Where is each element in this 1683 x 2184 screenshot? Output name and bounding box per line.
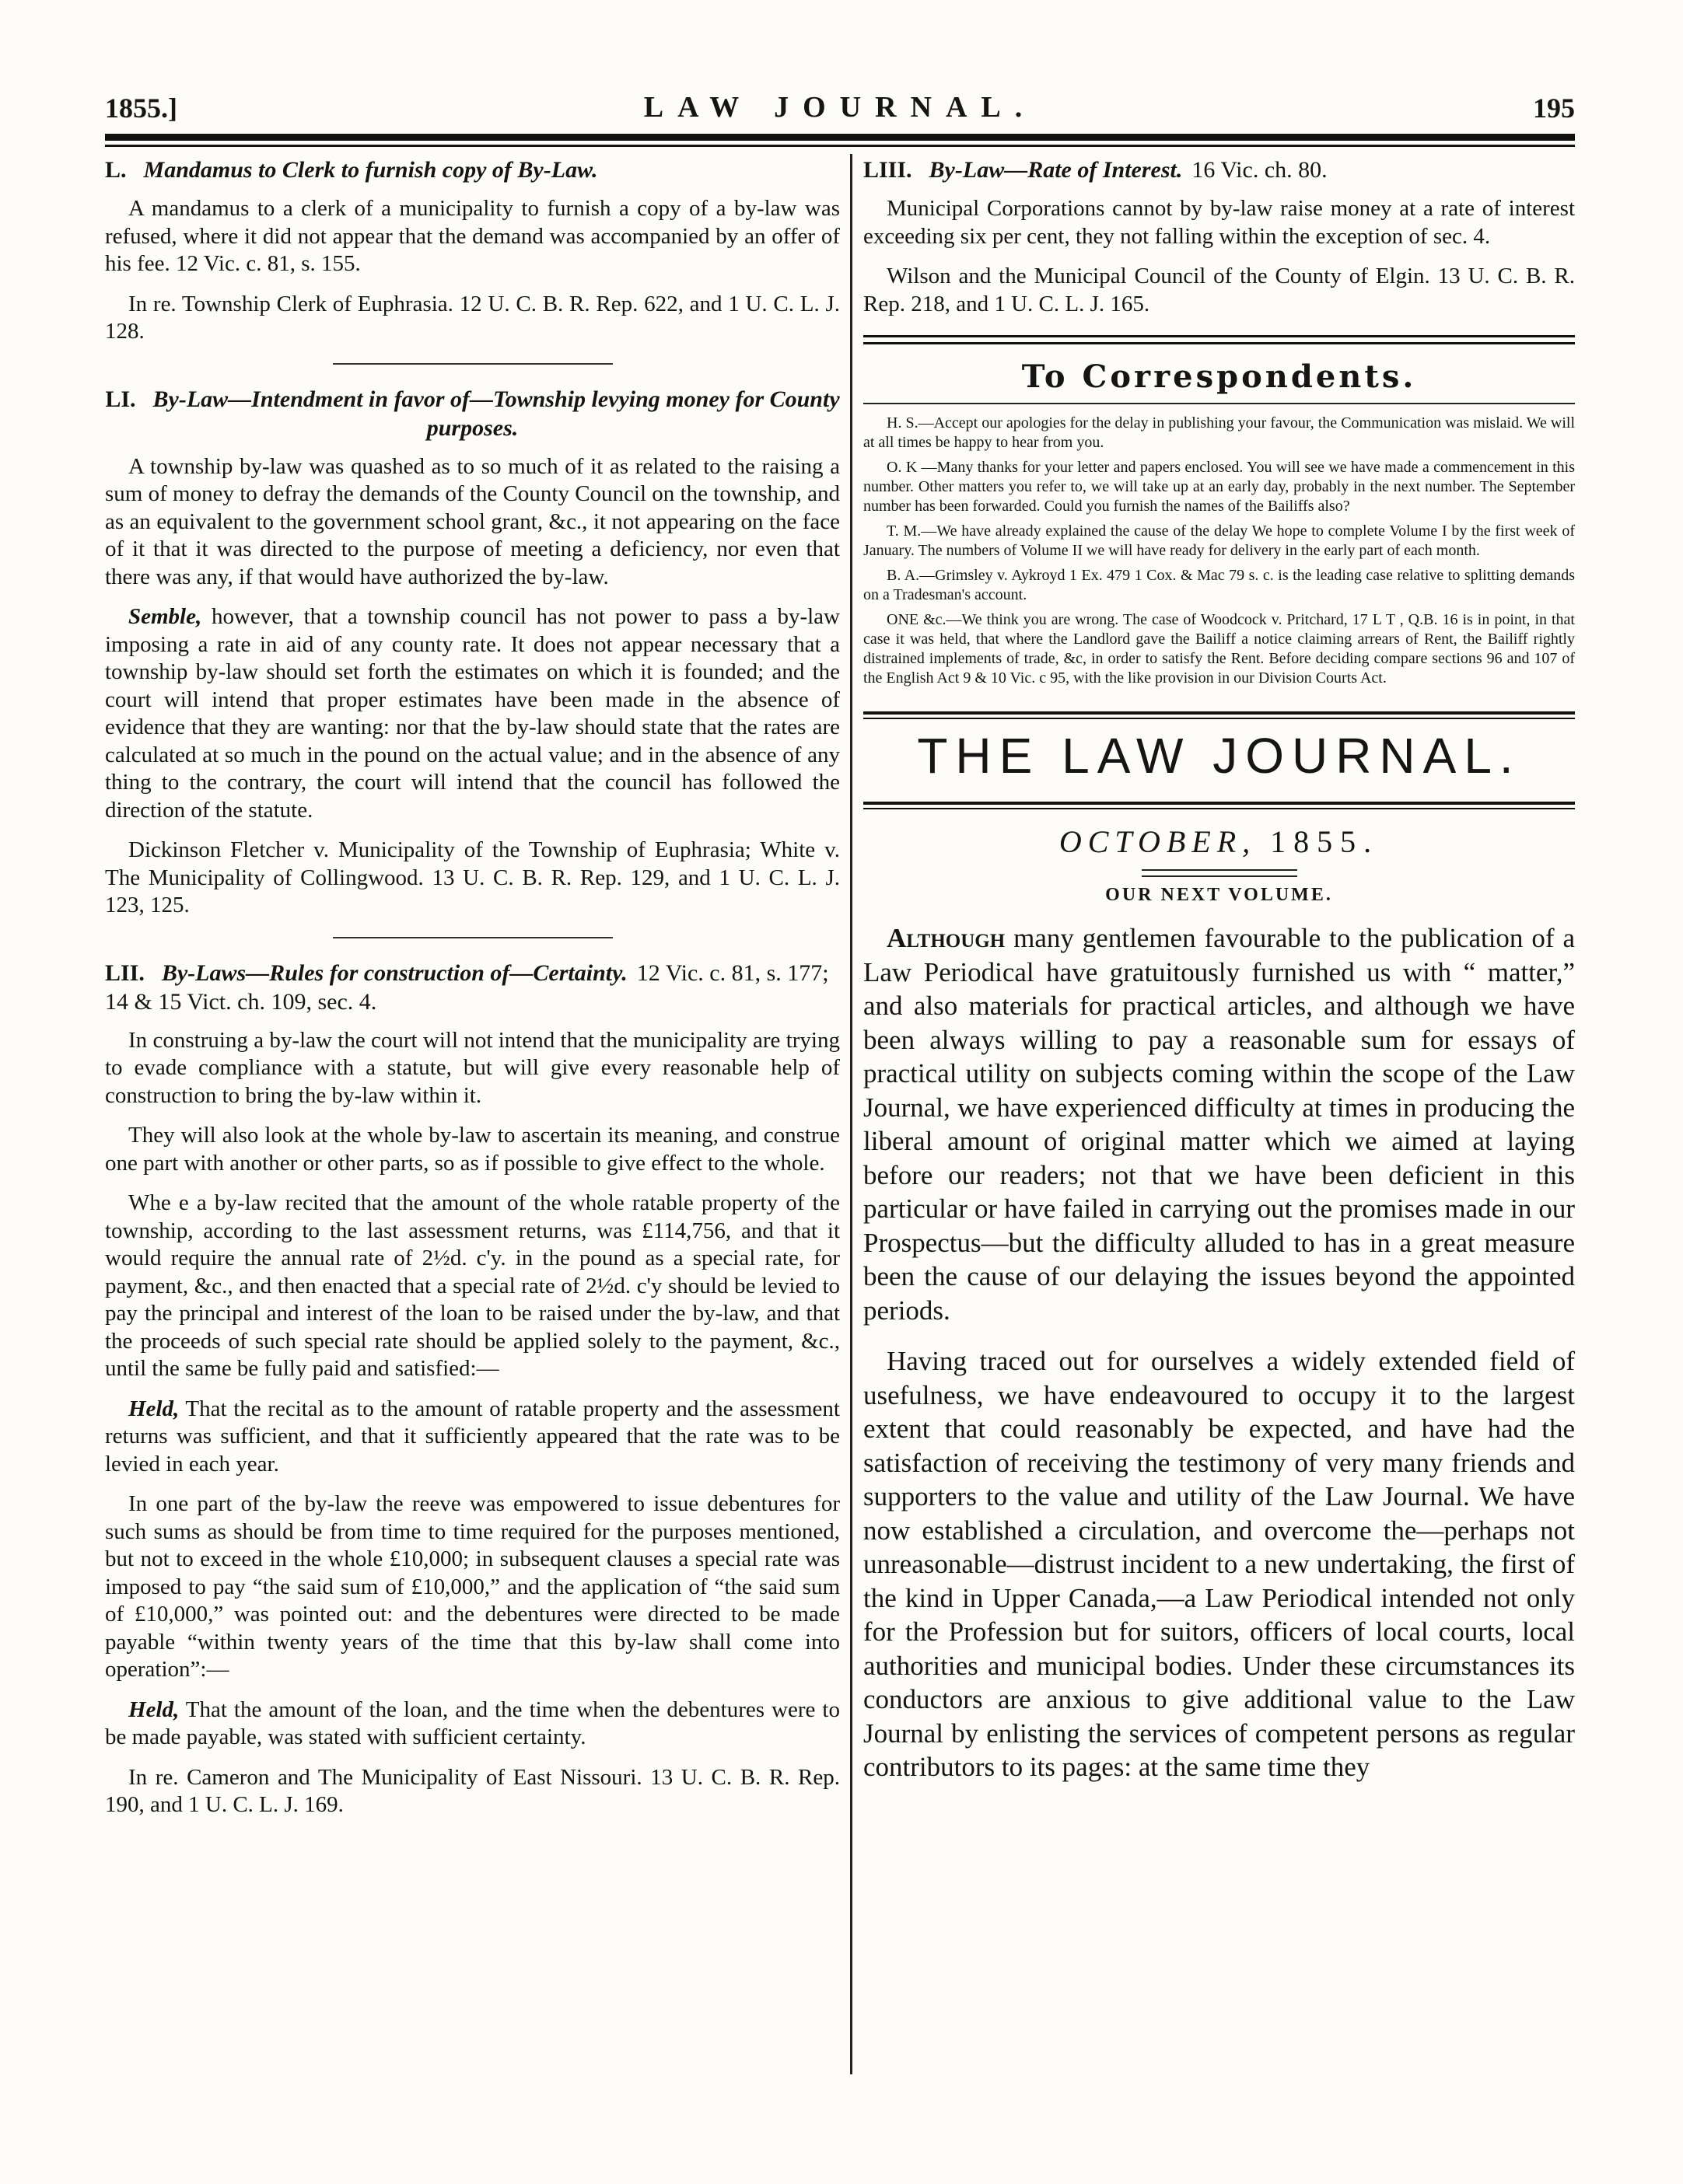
case-number: LIII.: [863, 157, 912, 183]
thin-rule: [863, 403, 1575, 404]
lead-word: Although: [887, 923, 1006, 953]
date-year: 1855.: [1270, 824, 1380, 859]
column-divider: [850, 154, 852, 2074]
lead-word: Semble,: [128, 604, 202, 629]
case-paragraph: [105, 603, 840, 824]
case-citation: Wilson and the Municipal Council of the County of Elgin. 13 U. C. B. R. Rep. 218, and 1 U. C. L. J. 165.: [863, 264, 1575, 316]
case-heading: [105, 156, 840, 184]
case-paragraph: They will also look at the whole by-law to ascertain its meaning, and construe one part with another or other parts, so as if possible to give effect to the whole.: [105, 1123, 840, 1176]
section-separator: [333, 363, 613, 365]
double-rule: [863, 335, 1575, 344]
paragraph-text: however, that a township council has not power to pass a by-law imposing a rate in aid of any county rate. It does not appear necessary that a township by-law should set forth the estimates on which it is founded; and the court will intend that proper estimates have been made in the absence of evidence that they are wanting: nor that the by-law should state that the rates are calculated at so much in the pound on the actual value; and in the absence of any thing to the contrary, the court will intend that the council has followed the direction of the statute.: [105, 604, 840, 823]
correspondent-note: H. S.—Accept our apologies for the delay in publishing your favour, the Communication was mislaid. We will at all times be happy to hear from you.: [863, 414, 1575, 451]
case-paragraph: A mandamus to a clerk of a municipality to furnish a copy of a by-law was refused, where it did not appear that the demand was accompanied by an offer of his fee. 12 Vic. c. 81, s. 155.: [105, 196, 840, 276]
case-citation: In re. Cameron and The Municipality of East Nissouri. 13 U. C. B. R. Rep. 190, and 1 U. C. L. J. 169.: [105, 1764, 840, 1817]
case-paragraph: [105, 1396, 840, 1479]
case-entry-52: [105, 959, 840, 1819]
correspondent-note: T. M.—We have already explained the cause of the delay We hope to complete Volume I by the first week of January. The numbers of Volume II we will have ready for delivery in the early part of each month.: [863, 522, 1575, 559]
case-entry-50: [105, 156, 840, 346]
case-topic: Mandamus to Clerk to furnish copy of By-Law.: [143, 157, 598, 183]
article-paragraph: [863, 921, 1575, 1327]
paragraph-text: That the amount of the loan, and the time when the debentures were to be made payable, was stated with sufficient certainty.: [105, 1697, 840, 1749]
masthead: THE LAW JOURNAL.: [917, 728, 1521, 784]
correspondent-note: ONE &c.—We think you are wrong. The case of Woodcock v. Pritchard, 17 L T , Q.B. 16 is in point, in that case it was held, that where the Landlord gave the Bailiff a notice claiming arrears of Rent, the Bailiff rightly distrained implements of trade, &c, in order to satisfy the Rent. Before deciding compare sections 96 and 107 of the English Act 9 & 10 Vic. c 95, with the like provision in our Division Courts Act.: [863, 611, 1575, 687]
case-topic: By-Laws—Rules for construction of—Certainty.: [161, 959, 628, 986]
case-heading: [863, 156, 1575, 184]
date-month: OCTOBER,: [1058, 824, 1257, 859]
paragraph-text: That the recital as to the amount of ratable property and the assessment returns was sufficient, and that it sufficiently appeared that the rate was to be levied in each year.: [105, 1396, 840, 1476]
correspondents-heading: To Correspondents.: [1021, 358, 1417, 395]
case-number: LI.: [105, 386, 136, 412]
case-topic: By-Law—Intendment in favor of—Township levying money for County purposes.: [152, 386, 840, 441]
case-paragraph: Municipal Corporations cannot by by-law raise money at a rate of interest exceeding six per cent, they not falling within the exception of sec. 4.: [863, 196, 1575, 249]
article-paragraph: Having traced out for ourselves a widely extended field of usefulness, we have endeavoured to occupy it to the largest extent that could reasonably be expected, and have had the satisfaction of receiving the testimony of very many friends and supporters to the value and utility of the Law Journal. We have now established a circulation, and overcome the—perhaps not unreasonable—distrust incident to a new undertaking, the first of the kind in Upper Canada,—a Law Periodical intended not only for the Profession but for suitors, officers of local courts, local authorities and municipal bodies. Under these circumstances its conductors are anxious to give additional value to the Law Journal by enlisting the services of competent persons as regular contributors to its pages: at the same time they: [863, 1346, 1575, 1782]
left-column: [105, 156, 840, 1832]
header-year: 1855.]: [105, 93, 177, 124]
header-rule-thin: [105, 145, 1575, 147]
case-citation: Dickinson Fletcher v. Municipality of the Township of Euphrasia; White v. The Municipality of Collingwood. 13 U. C. B. R. Rep. 129, and 1 U. C. L. J. 123, 125.: [105, 837, 840, 917]
correspondent-note: B. A.—Grimsley v. Aykroyd 1 Ex. 479 1 Cox. & Mac 79 s. c. is the leading case relative to splitting demands on a Tradesman's account.: [863, 567, 1575, 603]
case-citation: In re. Township Clerk of Euphrasia. 12 U. C. B. R. Rep. 622, and 1 U. C. L. J. 128.: [105, 291, 840, 344]
case-entry-51: [105, 385, 840, 920]
dateline: [863, 823, 1575, 860]
lead-word: Held,: [128, 1697, 180, 1722]
running-header: [105, 84, 1575, 131]
case-statute: 16 Vic. ch. 80.: [1191, 157, 1328, 183]
case-statute: 12 Vic. c. 81, s. 177; 14 & 15 Vict. ch. 109, sec. 4.: [105, 959, 829, 1015]
case-paragraph: A township by-law was quashed as to so much of it as related to the raising a sum of money to defray the demands of the County Council on the township, and as an equivalent to the government school grant, &c., it not appearing on the face of it that it was directed to the purpose of meeting a deficiency, nor even that there was any, if that would have authorized the by-law.: [105, 453, 840, 589]
case-paragraph: In one part of the by-law the reeve was empowered to issue debentures for such sums as should be from time to time required for the purposes mentioned, but not to exceed in the whole £10,000; in subsequent clauses a special rate was imposed to pay “the said sum of £10,000,” and the application of “the said sum of £10,000,” was pointed out: and the debentures were directed to be made payable “within twenty years of the time that this by-law shall come into operation”:—: [105, 1491, 840, 1682]
right-column: [863, 156, 1575, 1801]
paragraph-text: many gentlemen favourable to the publication of a Law Periodical have gratuitously furnished us with “ matter,” and also materials for practical articles, and although we have been always willing to pay a reasonable sum for essays of practical utility on subjects coming within the scope of the Law Journal, we have experienced difficulty at times in producing the liberal amount of original matter which we aimed at laying before our readers; not that we have been deficient in this particular or have failed in carrying out the promises made in our Prospectus—but the difficulty alluded to has in a great measure been the cause of our delaying the issues beyond the appointed periods.: [863, 923, 1575, 1326]
header-rule-thick: [105, 134, 1575, 141]
section-separator: [333, 937, 613, 938]
case-heading: [105, 959, 840, 1016]
lead-word: Held,: [128, 1396, 180, 1421]
case-entry-53: [863, 156, 1575, 318]
case-paragraph: [105, 1697, 840, 1752]
case-number: LII.: [105, 959, 145, 986]
article-subheading: OUR NEXT VOLUME.: [1105, 885, 1333, 905]
case-paragraph: Whe e a by-law recited that the amount of the whole ratable property of the township, according to the last assessment returns, was £114,756, and that it would require the annual rate of 2½d. c'y. in the pound as a special rate, for payment, &c., and then enacted that a special rate of 2½d. c'y should be levied to pay the principal and interest of the loan to be raised under the by-law, and that the proceeds of such special rate should be applied solely to the payment, &c., until the same be fully paid and satisfied:—: [105, 1190, 840, 1381]
masthead-rule: [863, 711, 1575, 719]
header-title: LAW JOURNAL.: [643, 91, 1037, 124]
case-number: L.: [105, 157, 127, 183]
ornament-divider: [1142, 869, 1297, 877]
correspondents-section: [863, 335, 1575, 688]
case-topic: By-Law—Rate of Interest.: [929, 157, 1183, 183]
case-paragraph: In construing a by-law the court will not intend that the municipality are trying to evade compliance with a statute, but will give every reasonable help of construction to bring the by-law within it.: [105, 1027, 840, 1108]
page-number: 195: [1533, 93, 1575, 124]
masthead-rule: [863, 802, 1575, 809]
correspondent-note: O. K —Many thanks for your letter and papers enclosed. You will see we have made a commencement in this number. Other matters you refer to, we will take up at an early day, probably in the next number. The September number has been forwarded. Could you furnish the names of the Bailiffs also?: [863, 459, 1575, 515]
case-heading: [105, 385, 840, 442]
